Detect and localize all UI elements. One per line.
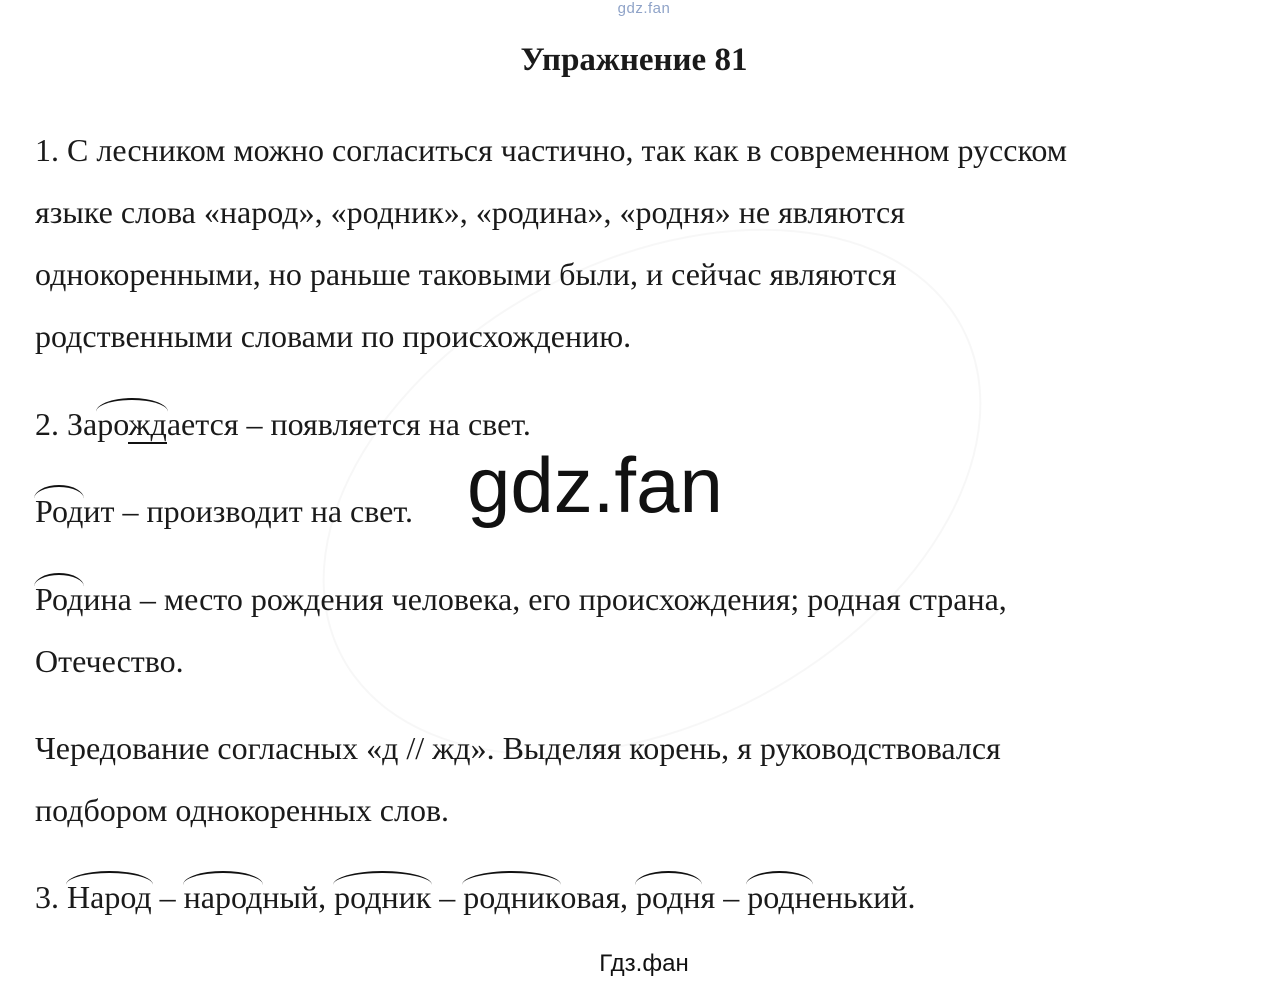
root-arc bbox=[334, 877, 431, 917]
dash: – bbox=[151, 879, 184, 915]
root-arc bbox=[184, 877, 263, 917]
page-title: Упражнение 81 bbox=[520, 42, 748, 78]
item-zarozhdaetsya bbox=[35, 404, 531, 444]
para1-line-1: 1. С лесником можно согласиться частично, так как в современном русском bbox=[35, 132, 1067, 168]
item-rodit bbox=[35, 491, 413, 531]
para1-line-4: родственными словами по происхождению. bbox=[35, 318, 632, 354]
watermark-top: gdz.fan bbox=[617, 0, 671, 17]
word-rodnya-ending: я bbox=[700, 879, 716, 915]
word-rodnenkiy-root: родн bbox=[747, 879, 812, 915]
root-arc bbox=[747, 877, 811, 917]
item3-num: 3. bbox=[35, 879, 67, 915]
root-arc bbox=[97, 404, 167, 444]
word-rodnikovaya-root: родник bbox=[463, 879, 561, 915]
word-narod: Народ bbox=[67, 879, 152, 915]
word-narodnyi-root: народ bbox=[183, 879, 263, 915]
root-arc bbox=[463, 877, 560, 917]
word-rodnenkiy-suffix: енький. bbox=[811, 879, 916, 915]
word-rodnikovaya-suffix: овая bbox=[560, 879, 621, 915]
item-rodina-rest: ина – место рождения человека, его происхождения; родная страна, bbox=[83, 581, 1007, 617]
word-rodnya-root: родн bbox=[636, 879, 701, 915]
word-narodnyi-suffix: ный bbox=[262, 879, 319, 915]
root-arc bbox=[35, 491, 83, 531]
separator: , bbox=[620, 879, 637, 915]
para1-line-2: языке слова «народ», «родник», «родина», «родня» не являются bbox=[35, 194, 905, 230]
dash: – bbox=[715, 879, 748, 915]
alternation-underline: жд bbox=[128, 406, 167, 442]
watermark-bottom: Гдз.фан bbox=[599, 950, 689, 977]
item-rodina-root: Род bbox=[35, 581, 84, 617]
root-arc bbox=[67, 877, 152, 917]
item-rodit-root: Род bbox=[35, 493, 84, 529]
item-rodit-rest: ит – производит на свет. bbox=[83, 493, 413, 529]
word-rodnik: родник bbox=[334, 879, 432, 915]
separator: , bbox=[318, 879, 335, 915]
root-arc bbox=[636, 877, 700, 917]
para1-line-3: однокоренными, но раньше таковыми были, и сейчас являются bbox=[35, 256, 897, 292]
item2-root-a: ро bbox=[97, 406, 129, 442]
root-arc bbox=[35, 579, 83, 619]
alternation-line-2: подбором однокоренных слов. bbox=[35, 792, 450, 828]
item3-line bbox=[35, 877, 915, 917]
item2-prefix: 2. За bbox=[35, 406, 98, 442]
item-rodina-line2: Отечество. bbox=[35, 643, 184, 679]
alternation-line-1: Чередование согласных «д // жд». Выделяя корень, я руководствовался bbox=[35, 730, 1001, 766]
watermark-big: gdz.fan bbox=[467, 441, 723, 529]
item2-rest: ается – появляется на свет. bbox=[166, 406, 531, 442]
item-rodina bbox=[35, 579, 1007, 619]
dash: – bbox=[431, 879, 464, 915]
